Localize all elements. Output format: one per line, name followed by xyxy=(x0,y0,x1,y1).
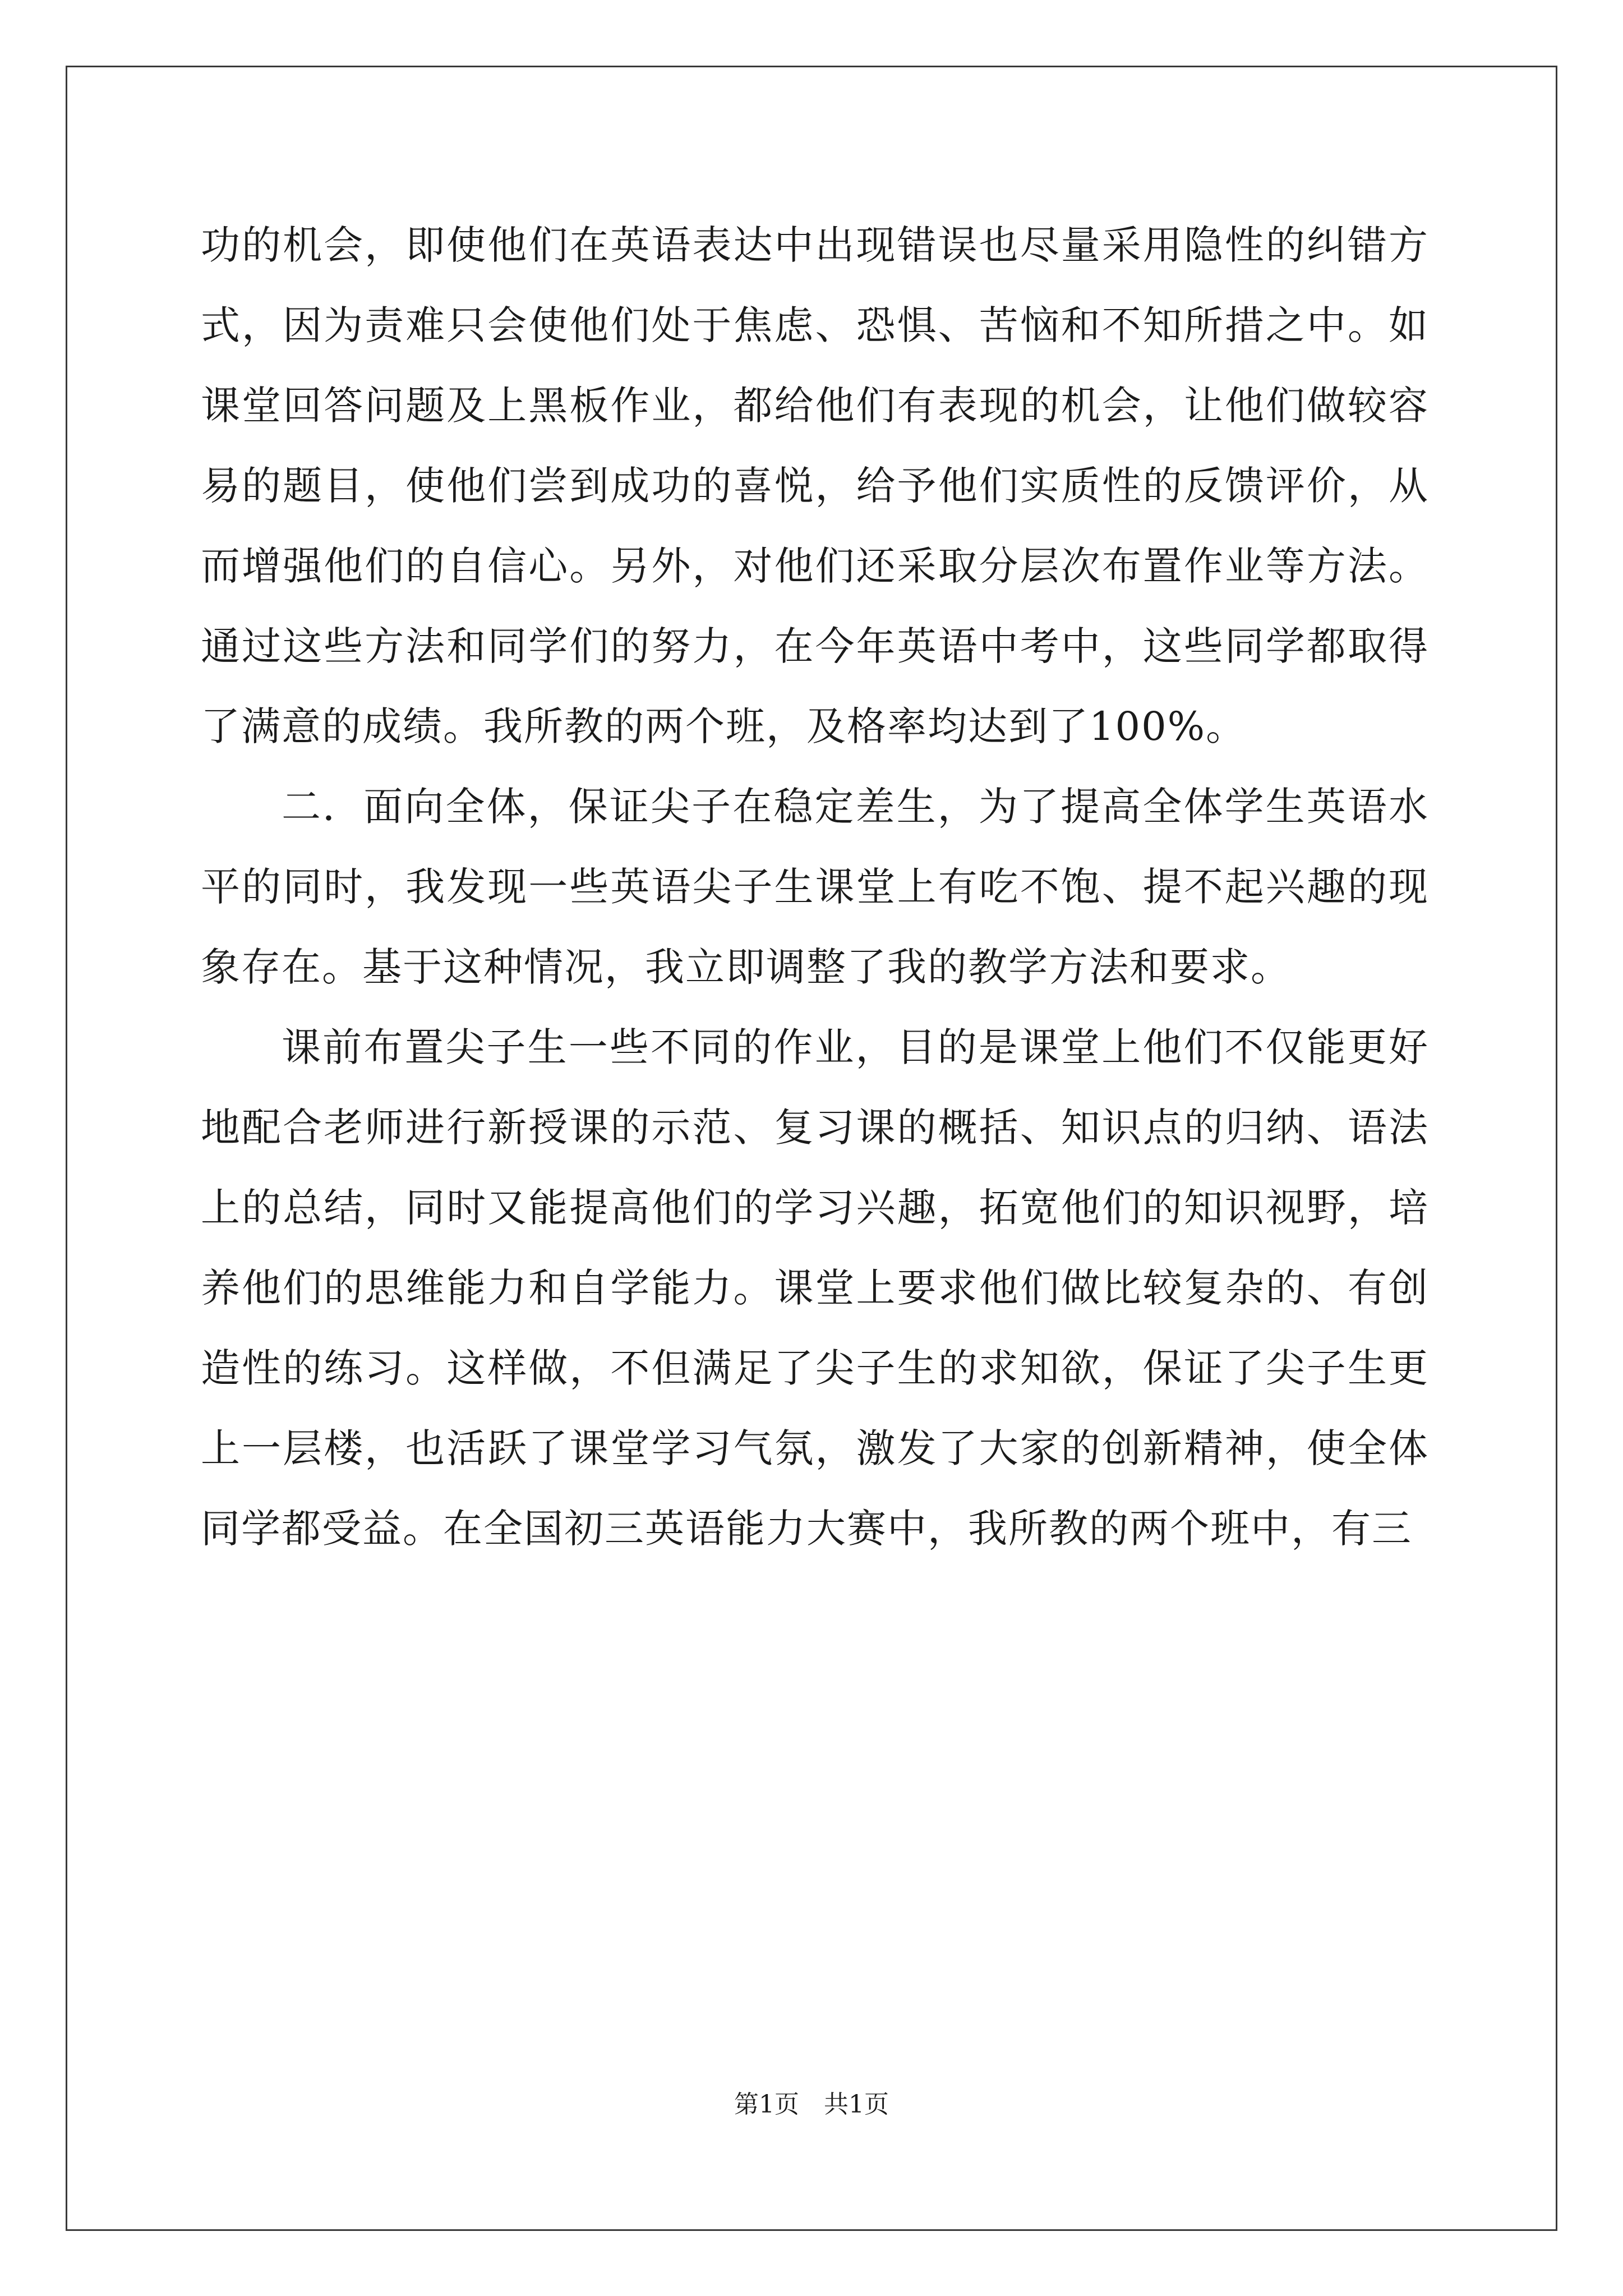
paragraph-2: 二．面向全体，保证尖子在稳定差生，为了提高全体学生英语水平的同时，我发现一些英语尖子生课堂上有吃不饱、提不起兴趣的现象存在。基于这种情况，我立即调整了我的教学方法和要求。 xyxy=(201,784,1429,990)
document-body xyxy=(201,205,1429,1569)
page-footer xyxy=(0,2088,1623,2122)
paragraph-1: 功的机会，即使他们在英语表达中出现错误也尽量采用隐性的纠错方式，因为责难只会使他们处于焦虑、恐惧、苦恼和不知所措之中。如课堂回答问题及上黑板作业，都给他们有表现的机会，让他们做较容易的题目，使他们尝到成功的喜悦，给予他们实质性的反馈评价，从而增强他们的自信心。另外，对他们还采取分层次布置作业等方法。通过这些方法和同学们的努力，在今年英语中考中，这些同学都取得了满意的成绩。我所教的两个班，及格率均达到了100%。 xyxy=(201,222,1429,749)
page-number: 第1页 xyxy=(734,2090,799,2119)
page-total: 共1页 xyxy=(824,2090,889,2119)
paragraph-3: 课前布置尖子生一些不同的作业，目的是课堂上他们不仅能更好地配合老师进行新授课的示范、复习课的概括、知识点的归纳、语法上的总结，同时又能提高他们的学习兴趣，拓宽他们的知识视野，培养他们的思维能力和自学能力。课堂上要求他们做比较复杂的、有创造性的练习。这样做，不但满足了尖子生的求知欲，保证了尖子生更上一层楼，也活跃了课堂学习气氛，激发了大家的创新精神，使全体同学都受益。在全国初三英语能力大赛中，我所教的两个班中，有三 xyxy=(201,1024,1429,1552)
